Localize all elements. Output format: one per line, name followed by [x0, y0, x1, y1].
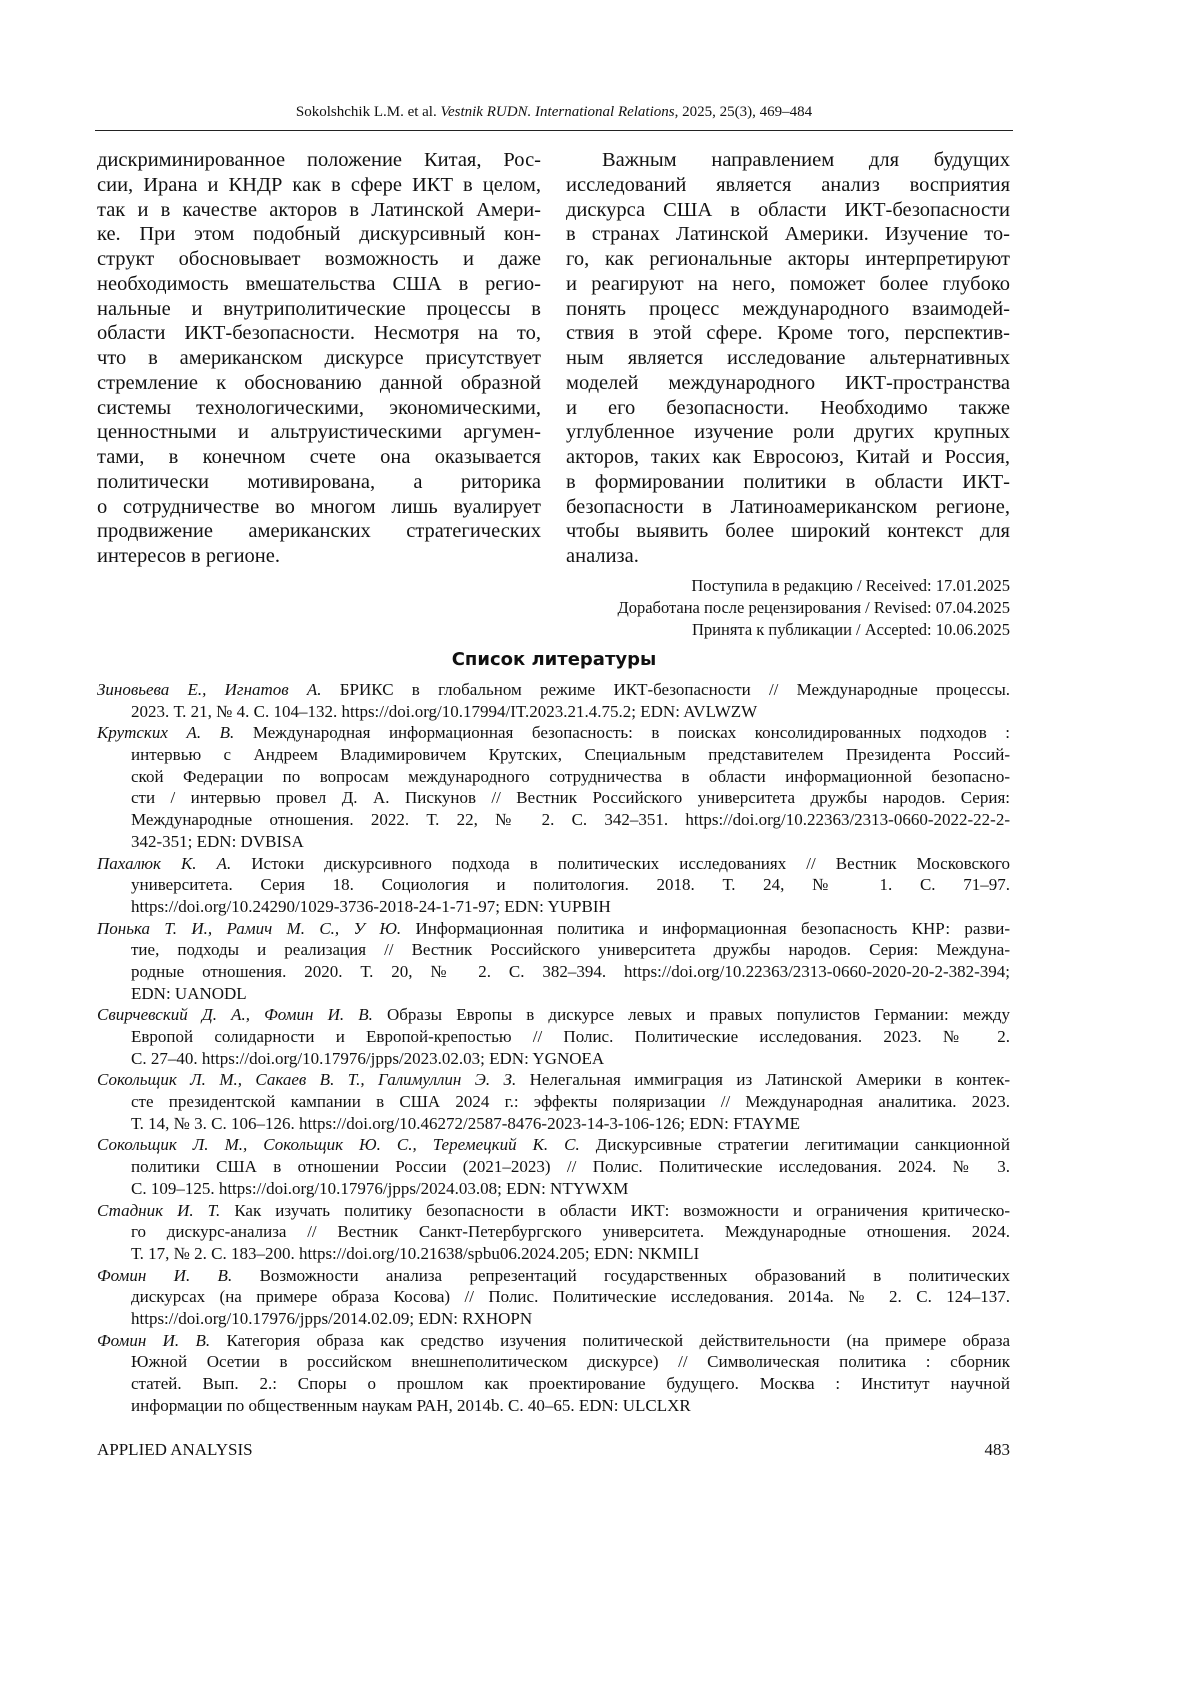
text-line: тами, в конечном счете она оказывается — [97, 445, 541, 470]
text-line: акторов, таких как Евросоюз, Китай и Россия, — [566, 445, 1010, 470]
page-number: 483 — [985, 1440, 1011, 1460]
reference-authors: Понька Т. И., Рамич М. С., У Ю. — [97, 919, 401, 938]
reference-line — [97, 1004, 1010, 1026]
reference-text: Южной Осетии в российском внешнеполитическом дискурсе) // Символическая политика : сборник — [131, 1352, 1010, 1371]
reference-line — [131, 1243, 1010, 1265]
reference-text: Т. 14, № 3. С. 106–126. https://doi.org/10.46272/2587-8476-2023-14-3-106-126; EDN: FTAYME — [131, 1114, 800, 1133]
reference-line — [97, 722, 1010, 744]
reference-text: Международная информационная безопасность: в поисках консолидированных подходов : — [234, 723, 1010, 742]
reference-text: С. 27–40. https://doi.org/10.17976/jpps/2023.02.03; EDN: YGNOEA — [131, 1049, 604, 1068]
reference-line — [131, 809, 1010, 831]
text-line: необходимость вмешательства США в регио- — [97, 272, 541, 297]
reference-item — [97, 679, 1010, 722]
header-authors: Sokolshchik L.M. et al. — [296, 104, 437, 120]
header-journal: Vestnik RUDN. International Relations — [440, 104, 674, 120]
reference-line — [131, 744, 1010, 766]
text-line: стремление к обоснованию данной образной — [97, 371, 541, 396]
reference-text: Как изучать политику безопасности в области ИКТ: возможности и ограничения критическо- — [220, 1201, 1010, 1220]
reference-item — [97, 1134, 1010, 1199]
reference-text: 342-351; EDN: DVBISA — [131, 832, 304, 851]
reference-text: ской Федерации по вопросам международного сотрудничества в области информационной безопасно- — [131, 767, 1010, 786]
reference-text: https://doi.org/10.17976/jpps/2014.02.09; EDN: RXHOPN — [131, 1309, 532, 1328]
reference-line — [97, 1330, 1010, 1352]
text-line: ствия в этой сфере. Кроме того, перспектив- — [566, 321, 1010, 346]
reference-line — [97, 1200, 1010, 1222]
reference-line — [131, 874, 1010, 896]
reference-line — [131, 701, 1010, 723]
text-line: в формировании политики в области ИКТ- — [566, 470, 1010, 495]
reference-text: 2023. Т. 21, № 4. С. 104–132. https://doi.org/10.17994/IT.2023.21.4.75.2; EDN: AVLWZW — [131, 702, 757, 721]
text-line: ценностными и альтруистическими аргумен- — [97, 420, 541, 445]
reference-authors: Свирчевский Д. А., Фомин И. В. — [97, 1005, 373, 1024]
text-line: моделей международного ИКТ-пространства — [566, 371, 1010, 396]
reference-text: Истоки дискурсивного подхода в политических исследованиях // Вестник Московского — [231, 854, 1010, 873]
reference-line — [131, 831, 1010, 853]
reference-text: Т. 17, № 2. С. 183–200. https://doi.org/10.21638/spbu06.2024.205; EDN: NKMILI — [131, 1244, 699, 1263]
reference-text: Дискурсивные стратегии легитимации санкционной — [580, 1135, 1010, 1154]
reference-line — [97, 1134, 1010, 1156]
reference-line — [131, 1221, 1010, 1243]
reference-item — [97, 853, 1010, 918]
reference-line — [131, 1091, 1010, 1113]
reference-line — [131, 961, 1010, 983]
reference-text: информации по общественным наукам РАН, 2014b. С. 40–65. EDN: ULCLXR — [131, 1396, 691, 1415]
reference-line — [97, 1265, 1010, 1287]
reference-item — [97, 722, 1010, 852]
reference-line — [97, 679, 1010, 701]
reference-line — [131, 1286, 1010, 1308]
accepted-date: Принята к публикации / Accepted: 10.06.2025 — [617, 619, 1010, 641]
reference-item — [97, 1200, 1010, 1265]
reference-text: Категория образа как средство изучения политической действительности (на примере образа — [210, 1331, 1010, 1350]
text-line: Важным направлением для будущих — [566, 148, 1010, 173]
reference-line — [131, 896, 1010, 918]
header-divider — [95, 130, 1013, 131]
reference-text: EDN: UANODL — [131, 984, 247, 1003]
text-line: структ обосновывает возможность и даже — [97, 247, 541, 272]
reference-text: Европой солидарности и Европой-крепостью // Полис. Политические исследования. 2023. № 2. — [131, 1027, 1010, 1046]
text-line: так и в качестве акторов в Латинской Амери- — [97, 198, 541, 223]
reference-text: С. 109–125. https://doi.org/10.17976/jpps/2024.03.08; EDN: NTYWXM — [131, 1179, 628, 1198]
text-line: чтобы выявить более широкий контекст для — [566, 519, 1010, 544]
text-line: углубленное изучение роли других крупных — [566, 420, 1010, 445]
reference-line — [97, 1069, 1010, 1091]
text-line: безопасности в Латиноамериканском регионе, — [566, 495, 1010, 520]
reference-text: статей. Вып. 2.: Споры о прошлом как проектирование будущего. Москва : Институт научной — [131, 1374, 1010, 1393]
reference-authors: Крутских А. В. — [97, 723, 234, 742]
reference-line — [131, 983, 1010, 1005]
reference-line — [131, 1373, 1010, 1395]
text-line: сии, Ирана и КНДР как в сфере ИКТ в целом, — [97, 173, 541, 198]
footer-section: APPLIED ANALYSIS — [97, 1440, 253, 1460]
reference-line — [131, 1026, 1010, 1048]
text-line: интересов в регионе. — [97, 544, 541, 569]
text-line: дискурса США в области ИКТ-безопасности — [566, 198, 1010, 223]
text-line: области ИКТ-безопасности. Несмотря на то, — [97, 321, 541, 346]
reference-line — [131, 1308, 1010, 1330]
reference-text: БРИКС в глобальном режиме ИКТ-безопасности // Международные процессы. — [322, 680, 1010, 699]
reference-text: политики США в отношении России (2021–2023) // Полис. Политические исследования. 2024. № 3. — [131, 1157, 1010, 1176]
reference-item — [97, 1330, 1010, 1417]
reference-line — [131, 1395, 1010, 1417]
received-date: Поступила в редакцию / Received: 17.01.2025 — [617, 575, 1010, 597]
reference-text: университета. Серия 18. Социология и политология. 2018. Т. 24, № 1. С. 71–97. — [131, 875, 1010, 894]
reference-authors: Сокольщик Л. М., Сокольщик Ю. С., Теремецкий К. С. — [97, 1135, 580, 1154]
reference-text: Международные отношения. 2022. Т. 22, № 2. С. 342–351. https://doi.org/10.22363/2313-0660-2022-22-2- — [131, 810, 1010, 829]
running-header — [95, 104, 1013, 121]
text-line: ке. При этом подобный дискурсивный кон- — [97, 222, 541, 247]
reference-text: родные отношения. 2020. Т. 20, № 2. С. 382–394. https://doi.org/10.22363/2313-0660-2020-20-2-382-394; — [131, 962, 1010, 981]
text-line: исследований является анализ восприятия — [566, 173, 1010, 198]
text-line: понять процесс международного взаимодей- — [566, 297, 1010, 322]
reference-text: Образы Европы в дискурсе левых и правых популистов Германии: между — [373, 1005, 1010, 1024]
text-line: го, как региональные акторы интерпретируют — [566, 247, 1010, 272]
body-column-left — [97, 148, 541, 569]
reference-text: тие, подходы и реализация // Вестник Российского университета дружбы народов. Серия: Междуна- — [131, 940, 1010, 959]
reference-item — [97, 918, 1010, 1005]
reference-text: Информационная политика и информационная безопасность КНР: разви- — [401, 919, 1010, 938]
reference-authors: Фомин И. В. — [97, 1331, 210, 1350]
body-column-right — [566, 148, 1010, 569]
text-line: политически мотивирована, а риторика — [97, 470, 541, 495]
reference-text: Возможности анализа репрезентаций государственных образований в политических — [232, 1266, 1010, 1285]
text-line: в странах Латинской Америки. Изучение то- — [566, 222, 1010, 247]
reference-line — [131, 1156, 1010, 1178]
text-line: продвижение американских стратегических — [97, 519, 541, 544]
reference-text: сти / интервью провел Д. А. Пискунов // Вестник Российского университета дружбы народов. Серия: — [131, 788, 1010, 807]
reference-text: https://doi.org/10.24290/1029-3736-2018-24-1-71-97; EDN: YUPBIH — [131, 897, 611, 916]
reference-text: Нелегальная иммиграция из Латинской Америки в контек- — [516, 1070, 1010, 1089]
reference-text: сте президентской кампании в США 2024 г.: эффекты поляризации // Международная аналитика. 2023. — [131, 1092, 1010, 1111]
reference-text: дискурсах (на примере образа Косова) // Полис. Политические исследования. 2014a. № 2. С. 124–137. — [131, 1287, 1010, 1306]
reference-line — [131, 787, 1010, 809]
reference-line — [131, 766, 1010, 788]
reference-line — [131, 939, 1010, 961]
text-line: нальные и внутриполитические процессы в — [97, 297, 541, 322]
reference-text: го дискурс-анализа // Вестник Санкт-Петербургского университета. Международные отношения. 2024. — [131, 1222, 1010, 1241]
reference-line — [131, 1113, 1010, 1135]
text-line: дискриминированное положение Китая, Рос- — [97, 148, 541, 173]
revised-date: Доработана после рецензирования / Revised: 07.04.2025 — [617, 597, 1010, 619]
reference-authors: Пахалюк К. А. — [97, 854, 231, 873]
reference-authors: Стадник И. Т. — [97, 1201, 220, 1220]
text-line: и его безопасности. Необходимо также — [566, 396, 1010, 421]
reference-authors: Зиновьева Е., Игнатов А. — [97, 680, 322, 699]
text-line: системы технологическими, экономическими, — [97, 396, 541, 421]
references-heading: Список литературы — [95, 649, 1013, 670]
reference-authors: Сокольщик Л. М., Сакаев В. Т., Галимуллин Э. З. — [97, 1070, 516, 1089]
text-line: и реагируют на него, поможет более глубоко — [566, 272, 1010, 297]
text-line: ным является исследование альтернативных — [566, 346, 1010, 371]
reference-list — [97, 679, 1010, 1416]
text-line: анализа. — [566, 544, 1010, 569]
reference-line — [97, 918, 1010, 940]
reference-item — [97, 1004, 1010, 1069]
reference-line — [97, 853, 1010, 875]
reference-line — [131, 1048, 1010, 1070]
reference-line — [131, 1351, 1010, 1373]
reference-item — [97, 1265, 1010, 1330]
text-line: о сотрудничестве во многом лишь вуалирует — [97, 495, 541, 520]
reference-line — [131, 1178, 1010, 1200]
header-issue: , 2025, 25(3), 469–484 — [675, 104, 813, 120]
reference-authors: Фомин И. В. — [97, 1266, 232, 1285]
reference-text: интервью с Андреем Владимировичем Крутских, Специальным представителем Президента Россий- — [131, 745, 1010, 764]
text-line: что в американском дискурсе присутствует — [97, 346, 541, 371]
reference-item — [97, 1069, 1010, 1134]
article-dates — [617, 575, 1010, 641]
